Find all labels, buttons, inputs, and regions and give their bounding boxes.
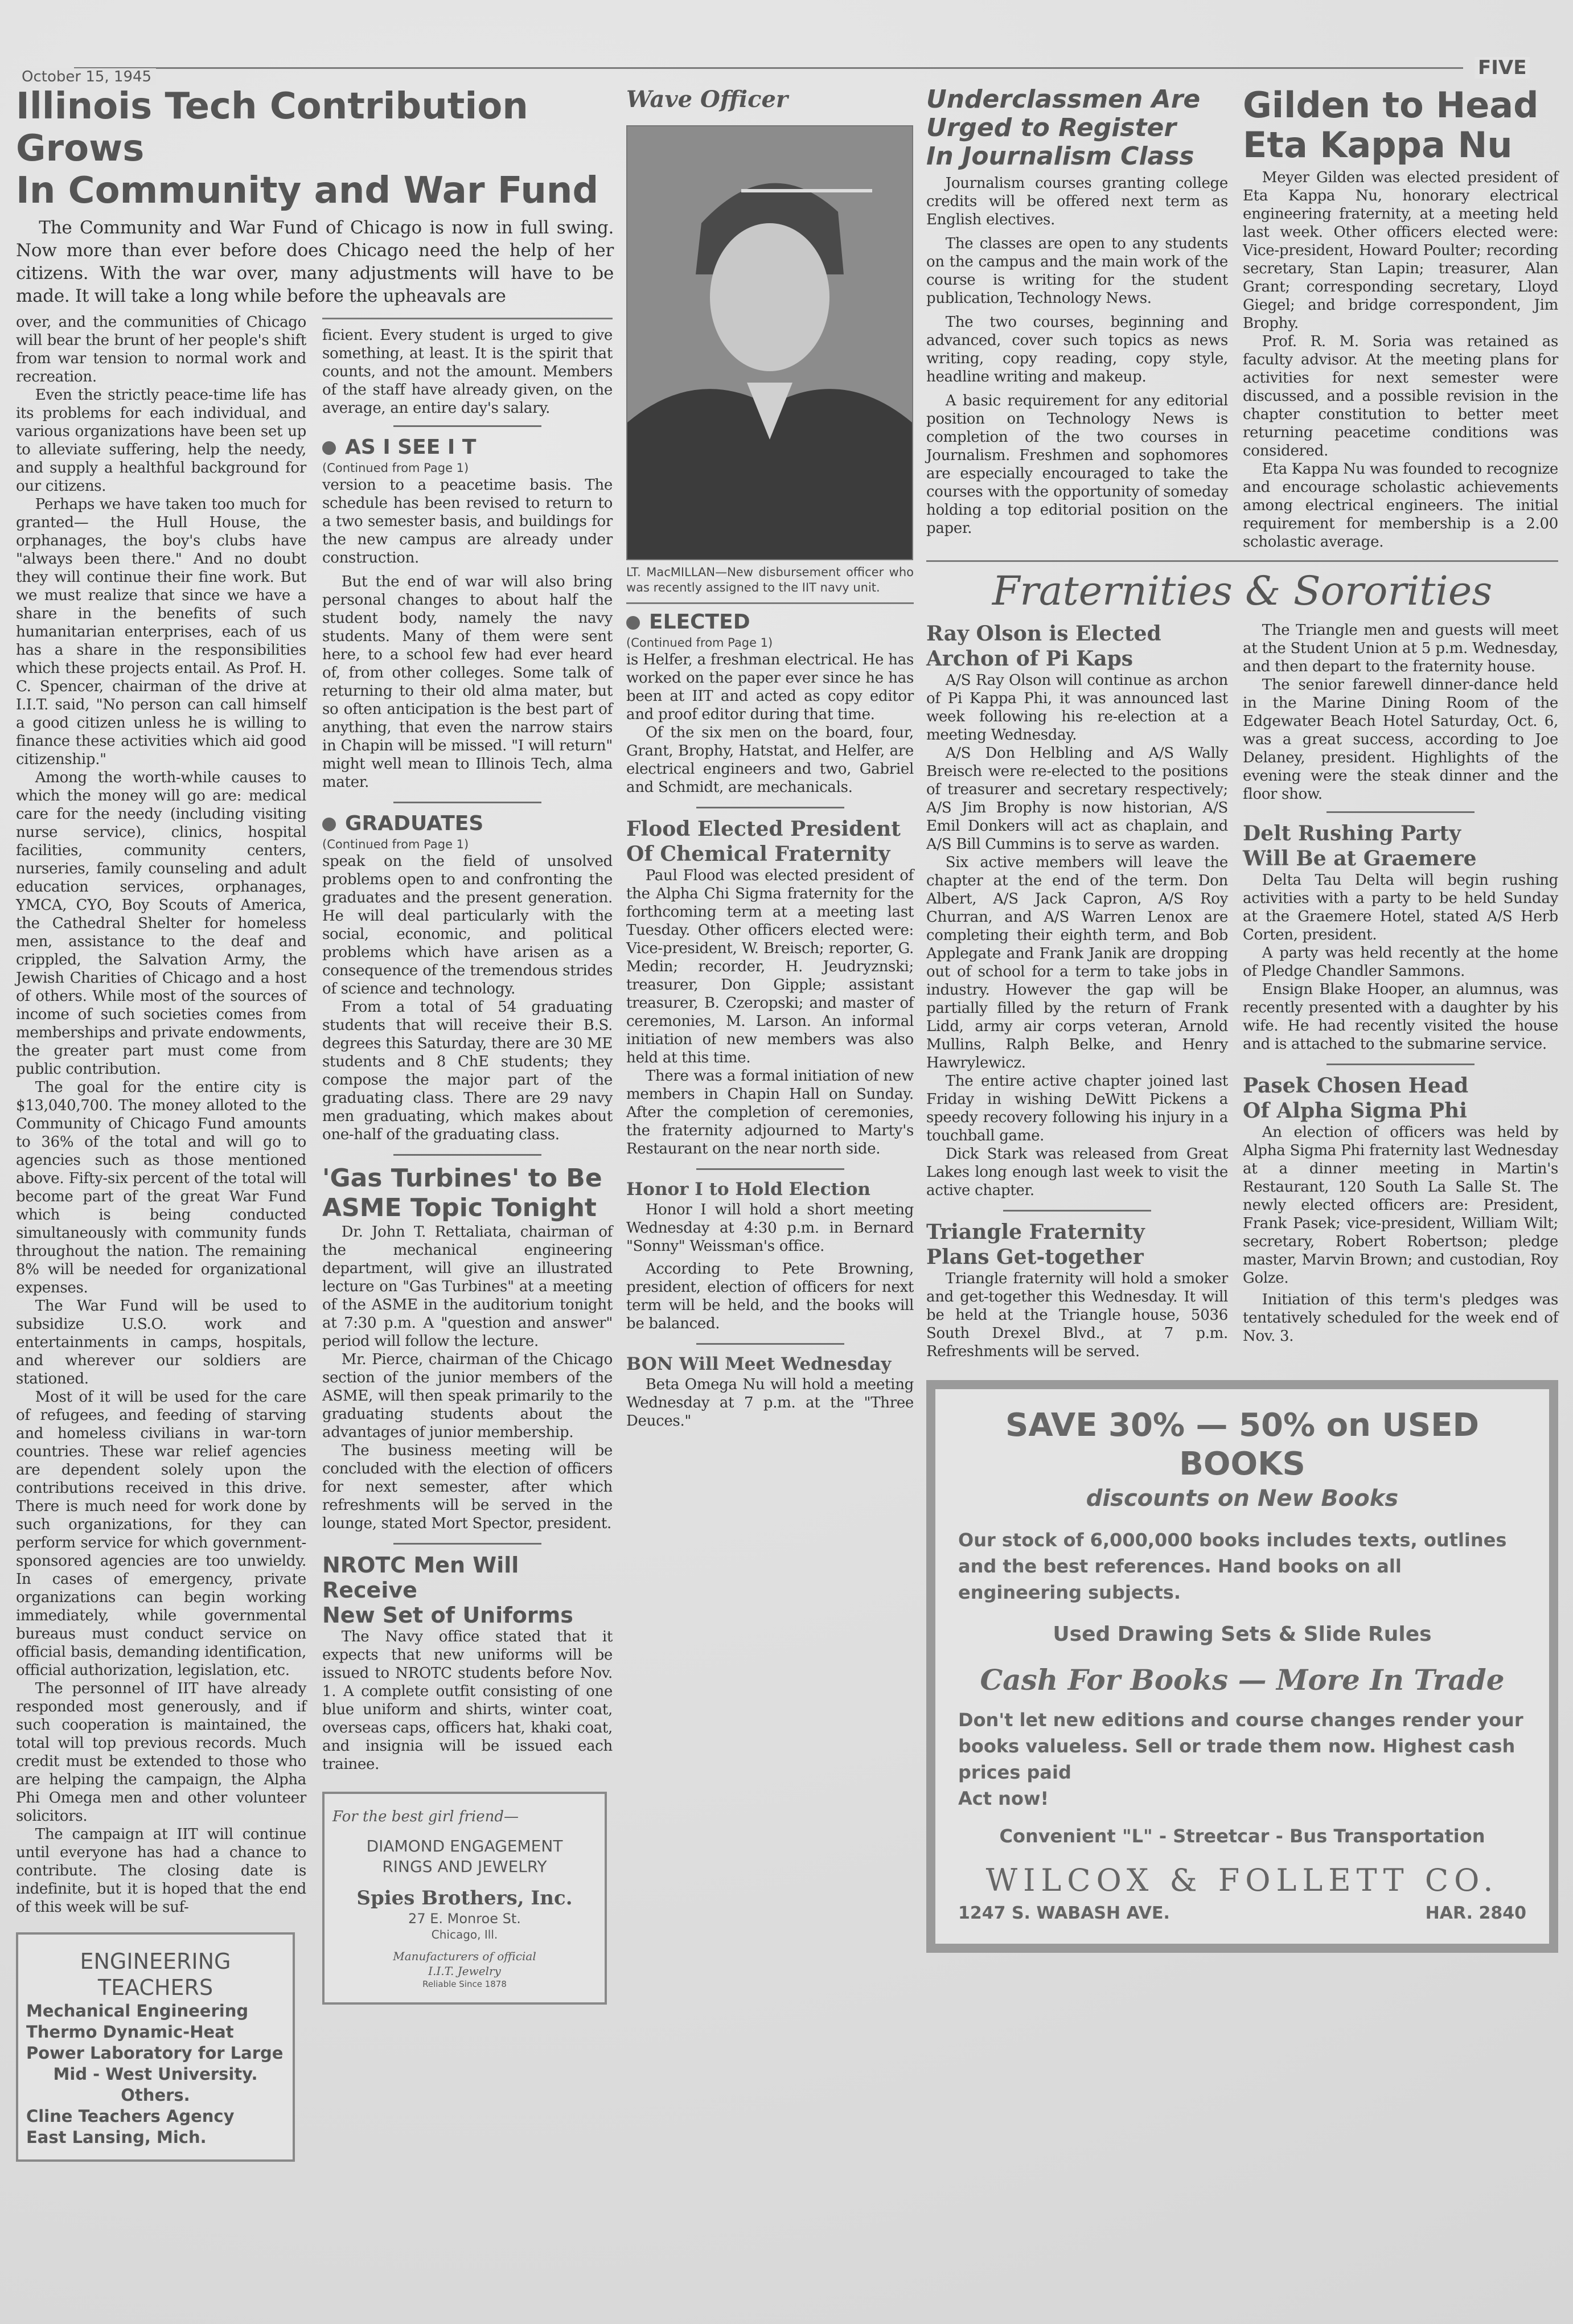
divider xyxy=(393,802,541,803)
ad-headline: SAVE 30% — 50% on USED BOOKS xyxy=(1005,1407,1479,1483)
right-block xyxy=(926,85,1558,1953)
nrotc-paragraph: The Navy office stated that it expects that new uniforms will be issued to NROTC students before Nov. 1. A complete outfit consisting of one blue uniform and shirts, winter coat, overseas caps, officers hat, khaki coat, and insignia will be issued each trainee. xyxy=(322,1628,613,1773)
lead-intro xyxy=(16,216,614,307)
triangle-paragraph: The Triangle men and guests will meet at the Student Union at 5 p.m. Wednesday, and then depart to the fraternity house. xyxy=(1243,622,1558,675)
portrait-illustration xyxy=(627,126,912,559)
ad-company: WILCOX & FOLLETT CO. xyxy=(985,1862,1499,1898)
lead-subcolumns xyxy=(16,313,614,2162)
ad-footer xyxy=(958,1903,1526,1924)
olson-paragraph: The entire active chapter joined last Friday in wishing DeWitt Pickens a speedy recovery following his injury in a touchball game. xyxy=(926,1073,1228,1144)
olson-paragraph: Dick Stark was released from Great Lakes long enough last week to visit the active chapter. xyxy=(926,1145,1228,1199)
page-header xyxy=(0,0,1573,85)
delt-article xyxy=(1243,821,1558,1053)
ad-drawing: Used Drawing Sets & Slide Rules xyxy=(1053,1623,1432,1646)
triangle-headline-line1: Triangle Fraternity xyxy=(926,1220,1145,1244)
ad-location: East Lansing, Mich. xyxy=(26,2128,207,2147)
ad-title-line1: ENGINEERING xyxy=(80,1949,231,1974)
ad-title-line2: TEACHERS xyxy=(97,1975,213,2000)
olson-paragraph: A/S Ray Olson will continue as archon of Pi Kappa Phi, it was announced last week following his re-election at a meeting Wednesday. xyxy=(926,672,1228,744)
lead-paragraph: The goal for the entire city is $13,040,700. The money alloted to the Community of Chicago Fund amounts to 36% of the total and will go to agencies such as those mentioned above. Fifty-six percent of the total will become part of the great War Fund which is being conducted simultaneously with community funds throughout the nation. The remaining 8% will be needed for organizational expenses. xyxy=(16,1079,306,1296)
photo-caption: LT. MacMILLAN—New disbursement officer who was recently assigned to the IIT navy unit. xyxy=(626,565,914,594)
gilden-paragraph: Eta Kappa Nu was founded to recognize and encourage scholastic achievements among electrical engineers. The initial requirement for membership is a 2.00 scholastic average. xyxy=(1243,461,1558,551)
ad-phone: HAR. 2840 xyxy=(1425,1903,1526,1923)
wave-officer-photo xyxy=(626,125,913,560)
gas-turbines-paragraph: Mr. Pierce, chairman of the Chicago section of the junior members of the ASME, will then speak primarily to the graduating students about the advantages of junior membership. xyxy=(322,1351,613,1441)
gilden-headline-line2: Eta Kappa Nu xyxy=(1243,124,1513,166)
fraternity-column-left xyxy=(926,621,1228,1363)
divider xyxy=(393,1154,541,1156)
graduates-title: GRADUATES xyxy=(345,812,484,835)
elected-paragraph: Of the six men on the board, four, Grant, Brophy, Hatstat, and Helfer, are electrical engineers and two, Gabriel and Schmidt, are mechanicals. xyxy=(626,724,914,796)
flood-paragraph: Paul Flood was elected president of the Alpha Chi Sigma fraternity for the forthcoming term at a meeting last Tuesday. Other officers elected were: Vice-president, W. Breisch; reporter, G. Medin; recorder, H. Jeudryznski; treasurer, Don Gipple; assistant treasurer, B. Czeropski; and master of ceremonies, M. Larson. An informal initiation of new members was also held at this time. xyxy=(626,867,914,1066)
divider xyxy=(393,425,541,427)
divider xyxy=(1003,1210,1151,1212)
gilden-article xyxy=(1243,85,1558,551)
honor-article xyxy=(626,1178,914,1333)
right-top-columns xyxy=(926,85,1558,551)
lead-paragraph: The personnel of IIT have already responded most generously, and if such cooperation is maintained, the total will top previous records. Much credit must be extended to those who are helping the campaign, the Alpha Phi Omega men and other volunteer solicitors. xyxy=(16,1680,306,1825)
bon-paragraph: Beta Omega Nu will hold a meeting Wednesday at 7 p.m. at the "Three Deuces." xyxy=(626,1376,914,1430)
ad-subheadline: discounts on New Books xyxy=(1086,1485,1399,1512)
gas-turbines-article xyxy=(322,1164,613,1533)
ad-body-line: Power Laboratory for Large xyxy=(26,2043,284,2063)
as-i-see-it-section xyxy=(322,435,613,791)
lead-story-block xyxy=(16,85,614,2162)
lead-column-2 xyxy=(322,313,613,2005)
honor-paragraph: Honor I will hold a short meeting Wednesday at 4:30 p.m. in Bernard "Sonny" Weissman's office. xyxy=(626,1201,914,1255)
divider xyxy=(393,1543,541,1545)
elected-title: ELECTED xyxy=(649,610,750,634)
bon-headline: BON Will Meet Wednesday xyxy=(626,1354,892,1374)
honor-paragraph: According to Pete Browning, president, election of officers for next term will be held, and the books will be balanced. xyxy=(626,1260,914,1332)
pasek-headline-line2: Of Alpha Sigma Phi xyxy=(1243,1099,1467,1123)
ad-cash: Cash For Books — More In Trade xyxy=(980,1663,1505,1697)
ad-line: DIAMOND ENGAGEMENT xyxy=(366,1837,563,1855)
journalism-paragraph: The two courses, beginning and advanced, cover such topics as news writing, copy reading, copy style, headline writing and makeup. xyxy=(926,314,1228,385)
lead-paragraph: Among the worth-while causes to which the money will go are: medical care for the needy (including visiting nurse service), clinics, hospital facilities, community centers, nurseries, family counseling and adult education services, orphanages, YMCA, CYO, Boy Scouts of America, the Cathedral Shelter for homeless men, assistance to the deaf and crippled, the Salvation Army, the Jewish Charities of Chicago and a host of others. While most of the sources of income of such societies comes from memberships and private endowments, the greater part must come from public contribution. xyxy=(16,769,306,1078)
ad-body-line: Mid - West University. xyxy=(53,2064,258,2084)
ad-act: Act now! xyxy=(958,1788,1049,1809)
fraternity-column-right xyxy=(1243,621,1558,1348)
graduates-section xyxy=(322,811,613,1144)
flood-paragraph: There was a formal initiation of new members in Chapin Hall on Sunday. After the completion of ceremonies, the fraternity adjourned to Marty's Restaurant on the near north side. xyxy=(626,1067,914,1157)
issue-date: October 15, 1945 xyxy=(22,68,156,85)
engineering-teachers-ad xyxy=(16,1932,295,2162)
pasek-headline-line1: Pasek Chosen Head xyxy=(1243,1074,1469,1098)
journalism-paragraph: A basic requirement for any editorial position on Technology News is completion of the two courses in Journalism. Freshmen and sophomores are especially encouraged to take the courses with the opportunity of someday holding a top editorial position on the paper. xyxy=(926,392,1228,537)
journalism-headline-line2: Urged to Register xyxy=(926,113,1177,142)
continued-label: (Continued from Page 1) xyxy=(322,837,469,851)
wilcox-follett-ad xyxy=(926,1380,1558,1953)
divider xyxy=(696,1168,844,1170)
nrotc-headline-line2: New Set of Uniforms xyxy=(322,1603,573,1628)
ad-manufacturers: Manufacturers of official xyxy=(393,1949,536,1963)
flood-article xyxy=(626,816,914,1158)
ad-dont: Don't let new editions and course changes render your books valueless. Sell or trade them now. Highest cash prices paid xyxy=(958,1709,1523,1783)
divider xyxy=(1326,1064,1475,1065)
bullet-icon xyxy=(322,441,336,455)
ad-manufacturers: I.I.T. Jewelry xyxy=(428,1964,501,1978)
lead-headline xyxy=(16,85,614,212)
divider xyxy=(696,1343,844,1345)
ad-city: Chicago, Ill. xyxy=(431,1928,498,1941)
graduates-paragraph: speak on the field of unsolved problems open to and confronting the graduates and the present generation. He will deal particularly with the social, economic, and political problems which have arisen as a consequence of the tremendous strides of science and technology. xyxy=(322,853,613,997)
nrotc-headline-line1: NROTC Men Will Receive xyxy=(322,1553,519,1603)
pasek-article xyxy=(1243,1073,1558,1345)
continued-label: (Continued from Page 1) xyxy=(626,636,773,650)
gas-turbines-paragraph: Dr. John T. Rettaliata, chairman of the mechanical engineering department, will give an illustrated lecture on "Gas Turbines" at a meeting of the ASME in the auditorium tonight at 7:30 p.m. A "question and answer" period will follow the lecture. xyxy=(322,1223,613,1350)
triangle-article xyxy=(926,1220,1228,1361)
lead-paragraph: The campaign at IIT will continue until everyone has had a chance to contribute. The closing date is indefinite, but it is hoped that the end of this week will be suf- xyxy=(16,1826,306,1916)
gilden-headline-line1: Gilden to Head xyxy=(1243,84,1539,126)
as-i-see-it-title: AS I SEE I T xyxy=(345,436,477,459)
ad-company: Spies Brothers, Inc. xyxy=(356,1887,573,1910)
delt-paragraph: A party was held recently at the home of Pledge Chandler Sammons. xyxy=(1243,945,1558,980)
pasek-paragraph: Initiation of this term's pledges was tentatively scheduled for the week end of Nov. 3. xyxy=(1243,1291,1558,1345)
triangle-headline-line2: Plans Get-together xyxy=(926,1245,1144,1269)
journalism-article xyxy=(926,85,1228,537)
lead-column-1 xyxy=(16,313,306,2162)
delt-headline-line1: Delt Rushing Party xyxy=(1243,822,1461,845)
ad-transport: Convenient "L" - Streetcar - Bus Transportation xyxy=(999,1825,1485,1847)
gas-turbines-headline-line1: 'Gas Turbines' to Be xyxy=(322,1164,602,1193)
olson-article xyxy=(926,621,1228,1200)
wave-officer-title: Wave Officer xyxy=(626,86,788,113)
delt-paragraph: Delta Tau Delta will begin rushing activities with a party to be held Sunday at the Graemere Hotel, stated A/S Herb Corten, president. xyxy=(1243,872,1558,943)
ad-address: 1247 S. WABASH AVE. xyxy=(958,1903,1170,1923)
gas-turbines-headline-line2: ASME Topic Tonight xyxy=(322,1193,597,1222)
flood-headline-line2: Of Chemical Fraternity xyxy=(626,842,890,866)
ad-address: 27 E. Monroe St. xyxy=(408,1911,521,1927)
bullet-icon xyxy=(626,616,640,630)
fraternities-banner: Fraternities & Sororities xyxy=(992,568,1493,614)
divider xyxy=(1326,811,1475,813)
continued-label: (Continued from Page 1) xyxy=(322,461,469,475)
divider xyxy=(696,807,844,808)
journalism-headline-line3: In Journalism Class xyxy=(926,142,1194,171)
fraternity-columns xyxy=(926,621,1558,1363)
olson-headline-line2: Archon of Pi Kaps xyxy=(926,647,1133,671)
pasek-paragraph: An election of officers was held by Alpha Sigma Phi fraternity last Wednesday at a dinner meeting in Martin's Restaurant, 120 South La Salle St. The newly elected officers are: President, Frank Pasek; vice-president, William Wilt; secretary, Robert Robertson; pledge master, Marvin Brown; and custodian, Roy Golze. xyxy=(1243,1124,1558,1287)
divider xyxy=(926,560,1558,562)
lead-paragraph: The War Fund will be used to subsidize U.S.O. work and entertainments in camps, hospitals, and wherever our soldiers are stationed. xyxy=(16,1298,306,1387)
triangle-continued xyxy=(1243,621,1558,803)
ad-tagline: For the best girl friend— xyxy=(332,1808,519,1825)
bon-article xyxy=(626,1353,914,1430)
as-i-see-it-paragraph: version to a peacetime basis. The schedule has been revised to return to a two semester basis, and buildings for the new campus are already under construction. xyxy=(322,477,613,566)
ad-body-line: Mechanical Engineering xyxy=(26,2001,249,2021)
ad-line: RINGS AND JEWELRY xyxy=(382,1857,547,1876)
graduates-paragraph: From a total of 54 graduating students that will receive their B.S. degrees this Saturday, there are 30 ME students and 8 ChE students; they compose the major part of the graduating class. There are 29 navy men graduating, which makes about one-half of the graduating class. xyxy=(322,999,613,1143)
olson-paragraph: Six active members will leave the chapter at the end of the term. Don Albert, A/S Jack Capron, A/S Roy Churran, and A/S Warren Lenox are completing their eighth term, and Bob Applegate and Frank Janik are dropping out of school for a term to take jobs in industry. However the gap will be partially filled by the return of Frank Lidd, army air corps veteran, Arnold Mullins, Ralph Belke, and Henry Hawrylewicz. xyxy=(926,854,1228,1071)
journalism-headline-line1: Underclassmen Are xyxy=(926,85,1201,114)
ad-others: Others. xyxy=(121,2085,190,2105)
triangle-paragraph: The senior farewell dinner-dance held in the Marine Dining Room of the Edgewater Beach Hotel Saturday, Oct. 6, was a great success, according to Joe Delaney, president. Highlights of the evening were the steak dinner and the floor show. xyxy=(1243,676,1558,803)
lead-intro-text: The Community and War Fund of Chicago is now in full swing. Now more than ever before does Chicago need the help of her citizens. With the war over, many adjustments will have to be made. It will take a long while before the upheavals are xyxy=(16,217,614,306)
divider xyxy=(626,602,914,604)
page-number: FIVE xyxy=(1475,57,1530,79)
gas-turbines-paragraph: The business meeting will be concluded with the election of officers for next semester, after which refreshments will be served in the lounge, stated Mort Spector, president. xyxy=(322,1442,613,1532)
journalism-paragraph: The classes are open to any students on the campus and the main work of the course is writing for the student publication, Technology News. xyxy=(926,235,1228,307)
delt-headline-line2: Will Be at Graemere xyxy=(1243,847,1477,871)
elected-paragraph: is Helfer, a freshman electrical. He has worked on the paper ever since he has been at IIT and acted as copy editor and proof editor during that time. xyxy=(626,651,914,723)
gilden-paragraph: Meyer Gilden was elected president of Eta Kappa Nu, honorary electrical engineering fraternity, at a meeting held last week. Other officers elected were: Vice-president, Howard Poulter; recording secretary, Stan Lapin; treasurer, Alan Grant; corresponding secretary, Lloyd Giegel; and bridge correspondent, Jim Brophy. xyxy=(1243,169,1558,332)
ad-stock: Our stock of 6,000,000 books includes texts, outlines and the best references. Hand books on all engineering subjects. xyxy=(958,1529,1507,1603)
lead-headline-line1: Illinois Tech Contribution Grows xyxy=(16,85,528,170)
divider xyxy=(322,318,613,319)
ad-agency: Cline Teachers Agency xyxy=(26,2107,235,2126)
flood-headline-line1: Flood Elected President xyxy=(626,817,901,841)
delt-paragraph: Ensign Blake Hooper, an alumnus, was recently presented with a daughter by his wife. He had recently visited the house and is attached to the submarine service. xyxy=(1243,981,1558,1053)
lead-paragraph: Even the strictly peace-time life has its problems for each individual, and various organizations have been set up to alleviate suffering, help the needy, and supply a healthful background for our citizens. xyxy=(16,387,306,495)
bullet-icon xyxy=(322,818,336,831)
triangle-paragraph: Triangle fraternity will hold a smoker and get-together this Wednesday. It will be held at the Triangle house, 5036 South Drexel Blvd., at 7 p.m. Refreshments will be served. xyxy=(926,1270,1228,1360)
page-columns xyxy=(0,85,1573,2162)
nrotc-article xyxy=(322,1553,613,1773)
honor-headline: Honor I to Hold Election xyxy=(626,1179,870,1200)
ad-since: Reliable Since 1878 xyxy=(422,1979,507,1989)
lead-paragraph: over, and the communities of Chicago will bear the brunt of her people's shift from war tension to normal work and recreation. xyxy=(16,314,306,385)
top-rule xyxy=(74,67,1463,69)
journalism-paragraph: Journalism courses granting college credits will be offered next term as English electives. xyxy=(926,175,1228,228)
photo-column xyxy=(626,85,914,1432)
gilden-paragraph: Prof. R. M. Soria was retained as faculty advisor. At the meeting plans for activities for next semester were discussed, and a possible revision in the chapter constitution to better meet returning peacetime conditions was considered. xyxy=(1243,333,1558,459)
olson-paragraph: A/S Don Helbling and A/S Wally Breisch were re-elected to the positions of treasurer and secretary respectively; A/S Jim Brophy is now historian, A/S Emil Donkers will act as chaplain, and A/S Bill Cummins is to serve as warden. xyxy=(926,745,1228,853)
spies-brothers-ad xyxy=(322,1792,607,2005)
olson-headline-line1: Ray Olson is Elected xyxy=(926,622,1161,646)
lead-paragraph: Most of it will be used for the care of refugees, and feeding of starving and homeless civilians in war-torn countries. These war relief agencies are dependent solely upon the contributions received in this drive. There is much need for work done by such organizations, for they can perform service for which government-sponsored agencies are too unwieldy. In cases of emergency, private organizations can begin working immediately, while governmental bureaus must conduct service on official basis, demanding identification, official authorization, legislation, etc. xyxy=(16,1389,306,1679)
lead-headline-line2: In Community and War Fund xyxy=(16,170,599,212)
elected-section xyxy=(626,610,914,796)
lead-continuation: ficient. Every student is urged to give something, at least. It is the spirit that counts, and not the amount. Members of the staff have already given, on the average, an entire day's salary. xyxy=(322,327,613,417)
lead-paragraph: Perhaps we have taken too much for granted— the Hull House, the orphanages, the boy's clubs have "always been there." And no doubt they will continue their fine work. But we must realize that since we have a share in the benefits of such humanitarian enterprises, each of us has a share in the responsibilities which these projects entail. As Prof. H. C. Spencer, chairman of the drive at I.I.T. said, "No person can call himself a good citizen unless he is willing to finance these activities which aid good citizenship." xyxy=(16,496,306,768)
ad-body-line: Thermo Dynamic-Heat xyxy=(26,2022,234,2042)
as-i-see-it-paragraph: But the end of war will also bring personal changes to about half the student body, namely the navy students. Many of them were sent here, to a school few had ever heard of, from other colleges. Some talk of returning to their old alma mater, but so often anticipation is the best part of anything, that even the narrow stairs in Chapin will be missed. "I will return" might well mean to Illinois Tech, alma mater. xyxy=(322,573,613,791)
